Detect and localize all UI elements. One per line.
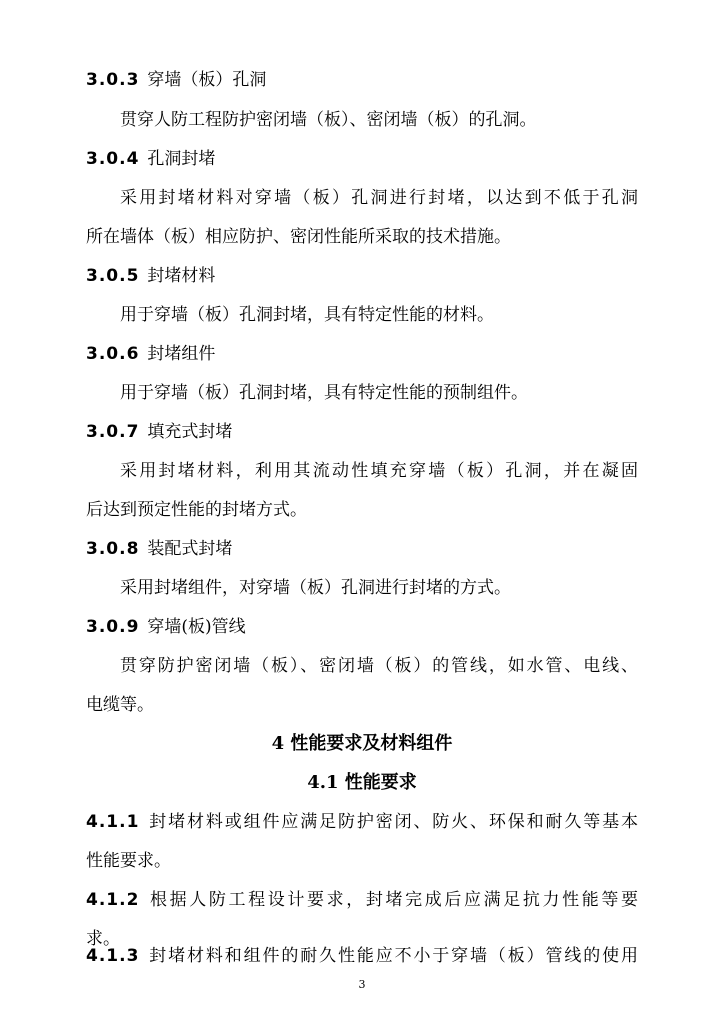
term-heading: 3.0.8 装配式封堵 [86, 539, 233, 559]
term-definition-cont: 后达到预定性能的封堵方式。 [86, 500, 307, 520]
term-title: 装配式封堵 [147, 539, 233, 559]
term-definition-cont: 所在墙体（板）相应防护、密闭性能所采取的技术措施。 [86, 227, 511, 247]
page-number: 3 [358, 978, 366, 991]
term-heading: 3.0.6 封堵组件 [86, 344, 216, 364]
chapter-title: 4 性能要求及材料组件 [271, 733, 453, 754]
term-heading: 3.0.3 穿墙（板）孔洞 [86, 70, 267, 90]
term-definition: 用于穿墙（板）孔洞封堵，具有特定性能的预制组件。 [120, 383, 528, 403]
term-title: 封堵材料 [147, 266, 216, 286]
term-heading: 3.0.9 穿墙(板)管线 [86, 617, 246, 637]
clause-line: 4.1.3 封堵材料和组件的耐久性能应不小于穿墙（板）管线的使用 [86, 946, 638, 966]
term-definition: 采用封堵材料，利用其流动性填充穿墙（板）孔洞，并在凝固 [120, 461, 638, 481]
term-definition: 贯穿人防工程防护密闭墙（板）、密闭墙（板）的孔洞。 [120, 110, 537, 130]
clause-text: 封堵材料或组件应满足防护密闭、防火、环保和耐久等基本 [147, 812, 638, 832]
clause-text: 封堵材料和组件的耐久性能应不小于穿墙（板）管线的使用 [147, 946, 638, 966]
section-title: 4.1 性能要求 [307, 772, 417, 793]
term-heading: 3.0.5 封堵材料 [86, 266, 216, 286]
clause-line-cont: 求。 [86, 929, 120, 949]
term-definition: 采用封堵材料对穿墙（板）孔洞进行封堵，以达到不低于孔洞 [120, 188, 638, 208]
term-title: 封堵组件 [147, 344, 216, 364]
clause-text: 根据人防工程设计要求，封堵完成后应满足抗力性能等要 [147, 890, 638, 910]
clause-line: 4.1.1 封堵材料或组件应满足防护密闭、防火、环保和耐久等基本 [86, 812, 638, 832]
term-definition: 贯穿防护密闭墙（板）、密闭墙（板）的管线，如水管、电线、 [120, 656, 638, 676]
term-title: 穿墙（板）孔洞 [147, 70, 267, 90]
clause-line-cont: 性能要求。 [86, 851, 171, 871]
term-heading: 3.0.7 填充式封堵 [86, 422, 233, 442]
term-definition-cont: 电缆等。 [86, 695, 154, 715]
term-title: 孔洞封堵 [147, 149, 216, 169]
term-title: 填充式封堵 [147, 422, 233, 442]
term-title: 穿墙(板)管线 [147, 617, 246, 637]
term-definition: 用于穿墙（板）孔洞封堵，具有特定性能的材料。 [120, 305, 494, 325]
term-definition: 采用封堵组件，对穿墙（板）孔洞进行封堵的方式。 [120, 578, 511, 598]
clause-line: 4.1.2 根据人防工程设计要求，封堵完成后应满足抗力性能等要 [86, 890, 638, 910]
term-heading: 3.0.4 孔洞封堵 [86, 149, 216, 169]
